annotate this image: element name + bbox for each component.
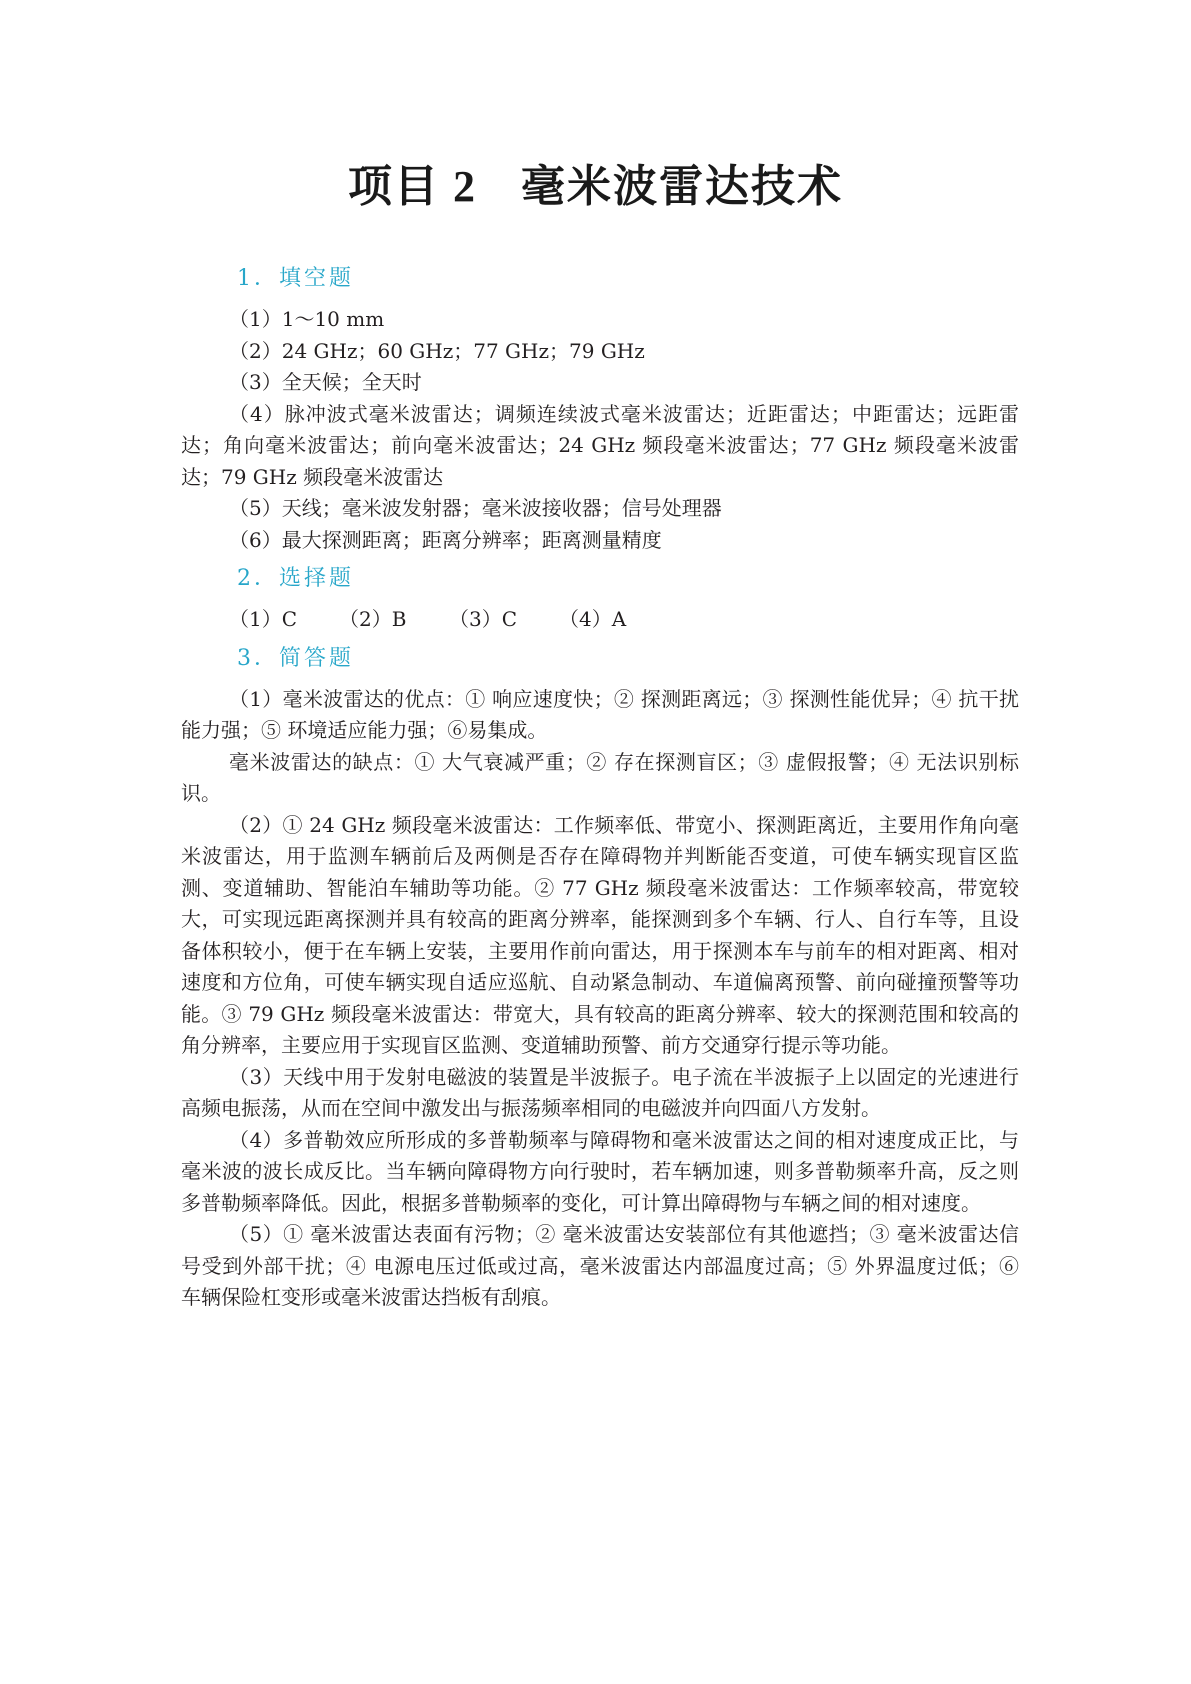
short-answer-5: （5）① 毫米波雷达表面有污物；② 毫米波雷达安装部位有其他遮挡；③ 毫米波雷达信号受到外部干扰；④ 电源电压过低或过高，毫米波雷达内部温度过高；⑤ 外界温度过低；⑥ 车辆保险杠变形或毫米波雷达挡板有刮痕。 bbox=[181, 1222, 1019, 1309]
short-answer-1-cons: 毫米波雷达的缺点：① 大气衰减严重；② 存在探测盲区；③ 虚假报警；④ 无法识别标识。 bbox=[181, 749, 1019, 805]
choice-answer-3: （3）C bbox=[449, 607, 518, 631]
section-heading-short-answer: 3．简答题 bbox=[237, 645, 354, 671]
project-name: 毫米波雷达技术 bbox=[521, 161, 843, 212]
choice-answer-1: （1）C bbox=[229, 607, 298, 631]
choice-answer-4: （4）A bbox=[559, 607, 627, 631]
choice-answers bbox=[181, 604, 1019, 636]
fill-answer-2: （2）24 GHz；60 GHz；77 GHz；79 GHz bbox=[229, 338, 645, 363]
fill-answer-4: （4）脉冲波式毫米波雷达；调频连续波式毫米波雷达；近距雷达；中距雷达；远距雷达；角向毫米波雷达；前向毫米波雷达；24 GHz 频段毫米波雷达；77 GHz 频段毫米波雷达；79 GHz 频段毫米波雷达 bbox=[181, 401, 1019, 489]
fill-answer-1: （1）1～10 mm bbox=[229, 307, 385, 331]
short-answer-4: （4）多普勒效应所形成的多普勒频率与障碍物和毫米波雷达之间的相对速度成正比，与毫米波的波长成反比。当车辆向障碍物方向行驶时，若车辆加速，则多普勒频率升高，反之则多普勒频率降低。因此，根据多普勒频率的变化，可计算出障碍物与车辆之间的相对速度。 bbox=[181, 1127, 1019, 1215]
answer-content bbox=[181, 262, 1019, 1314]
project-number: 项目 2 bbox=[348, 162, 477, 211]
page-title bbox=[0, 150, 1191, 214]
fill-answer-5: （5）天线；毫米波发射器；毫米波接收器；信号处理器 bbox=[229, 496, 722, 520]
short-answer-2: （2）① 24 GHz 频段毫米波雷达：工作频率低、带宽小、探测距离近，主要用作角向毫米波雷达，用于监测车辆前后及两侧是否存在障碍物并判断能否变道，可使车辆实现盲区监测、变道辅助、智能泊车辅助等功能。② 77 GHz 频段毫米波雷达：工作频率较高，带宽较大，可实现远距离探测并具有较高的距离分辨率，能探测到多个车辆、行人、自行车等，且设备体积较小，便于在车辆上安装，主要用作前向雷达，用于探测本车与前车的相对距离、相对速度和方位角，可使车辆实现自适应巡航、自动紧急制动、车道偏离预警、前向碰撞预警等功能。③ 79 GHz 频段毫米波雷达：带宽大，具有较高的距离分辨率、较大的探测范围和较高的角分辨率，主要应用于实现盲区监测、变道辅助预警、前方交通穿行提示等功能。 bbox=[181, 812, 1019, 1057]
section-heading-fill-in: 1．填空题 bbox=[237, 266, 354, 291]
short-answer-1-pros: （1）毫米波雷达的优点：① 响应速度快；② 探测距离远；③ 探测性能优异；④ 抗干扰能力强；⑤ 环境适应能力强；⑥易集成。 bbox=[181, 686, 1019, 742]
section-heading-choice: 2．选择题 bbox=[237, 566, 354, 591]
fill-answer-6: （6）最大探测距离；距离分辨率；距离测量精度 bbox=[229, 527, 662, 552]
short-answer-3: （3）天线中用于发射电磁波的装置是半波振子。电子流在半波振子上以固定的光速进行高频电振荡，从而在空间中激发出与振荡频率相同的电磁波并向四面八方发射。 bbox=[181, 1064, 1019, 1120]
fill-answer-3: （3）全天候；全天时 bbox=[229, 370, 422, 394]
choice-answer-2: （2）B bbox=[339, 607, 407, 631]
